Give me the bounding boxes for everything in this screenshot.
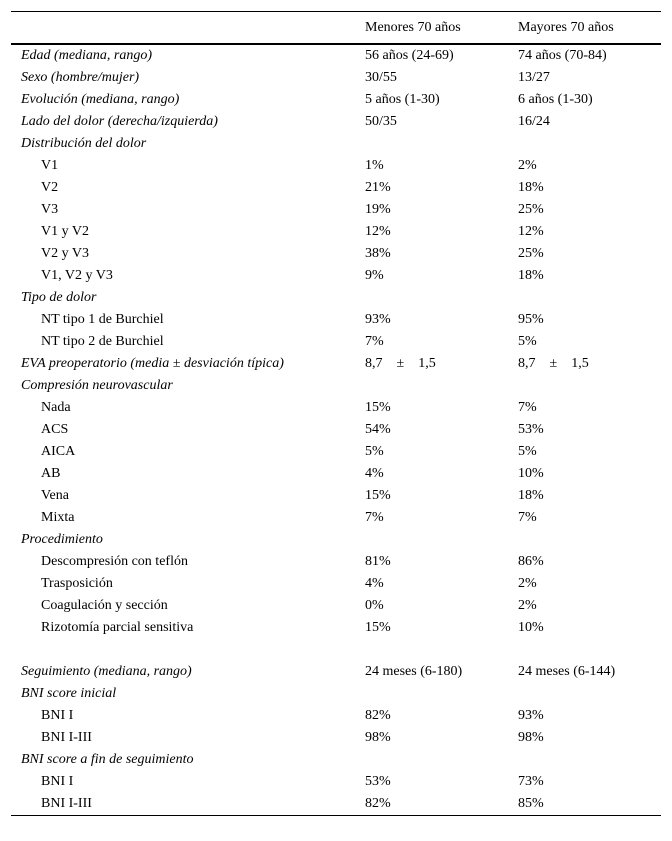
row-label: Trasposición: [41, 576, 113, 591]
table-row: [11, 89, 661, 111]
table-row: [11, 441, 661, 463]
header-col-menores: Menores 70 años: [365, 20, 461, 35]
table-row: [11, 771, 661, 793]
cell-menores: 54%: [365, 422, 391, 437]
cell-menores: 4%: [365, 576, 384, 591]
row-category-label: Compresión neurovascular: [21, 378, 173, 393]
row-label: BNI I: [41, 708, 74, 723]
eva-mean-value: 8,7: [365, 356, 383, 371]
comparison-table: [11, 11, 661, 816]
row-label: V1, V2 y V3: [41, 268, 113, 283]
cell-menores: 53%: [365, 774, 391, 789]
cell-mayores: 93%: [518, 708, 544, 723]
table-body: [11, 45, 661, 815]
table-row: [11, 353, 661, 375]
cell-menores: 81%: [365, 554, 391, 569]
table-row: [11, 573, 661, 595]
table-row: [11, 727, 661, 749]
row-label: V2: [41, 180, 59, 195]
cell-mayores: 7%: [518, 510, 537, 525]
eva-sd-value: 1,5: [571, 356, 589, 371]
cell-menores: 15%: [365, 620, 391, 635]
table-row: [11, 749, 661, 771]
table-row: [11, 309, 661, 331]
cell-menores: 56 años (24-69): [365, 48, 454, 63]
table-row: [11, 111, 661, 133]
row-label: BNI I-III: [41, 730, 92, 745]
row-label: NT tipo 2 de Burchiel: [41, 334, 164, 349]
table-row: [11, 155, 661, 177]
table-row: [11, 683, 661, 705]
cell-mayores: 98%: [518, 730, 544, 745]
table-row: [11, 331, 661, 353]
row-label: Descompresión con teflón: [41, 554, 188, 569]
row-label: BNI I-III: [41, 796, 92, 811]
table-row: [11, 243, 661, 265]
cell-menores: 5%: [365, 444, 384, 459]
cell-menores: 1%: [365, 158, 384, 173]
cell-menores: 5 años (1-30): [365, 92, 440, 107]
table-row: [11, 705, 661, 727]
cell-mayores: 74 años (70-84): [518, 48, 607, 63]
eva-sd-value: 1,5: [418, 356, 436, 371]
row-label: V2 y V3: [41, 246, 89, 261]
cell-mayores: 6 años (1-30): [518, 92, 593, 107]
plus-minus-sign: ±: [549, 356, 558, 371]
row-category-label: Procedimiento: [21, 532, 103, 547]
cell-mayores: 85%: [518, 796, 544, 811]
row-label: Mixta: [41, 510, 75, 525]
table-row: [11, 595, 661, 617]
cell-menores: 50/35: [365, 114, 397, 129]
cell-menores: 30/55: [365, 70, 397, 85]
table-row: [11, 287, 661, 309]
cell-mayores: 18%: [518, 268, 544, 283]
table-row: [11, 133, 661, 155]
cell-mayores: 5%: [518, 334, 537, 349]
table-row: [11, 419, 661, 441]
row-category-label: BNI score a fin de seguimiento: [21, 752, 194, 767]
row-category-label: EVA preoperatorio (media ± desviación típica): [21, 356, 284, 371]
cell-menores: 82%: [365, 796, 391, 811]
row-label: Vena: [41, 488, 69, 503]
row-category-label: Sexo (hombre/mujer): [21, 70, 140, 85]
cell-mayores: 12%: [518, 224, 544, 239]
row-label: BNI I: [41, 774, 74, 789]
cell-menores: 15%: [365, 400, 391, 415]
table-row: [11, 485, 661, 507]
row-label: V1: [41, 158, 59, 173]
plus-minus-sign: ±: [396, 356, 405, 371]
cell-mayores: 18%: [518, 180, 544, 195]
eva-mean-value: 8,7: [518, 356, 536, 371]
row-category-label: Edad (mediana, rango): [21, 48, 153, 63]
cell-mayores: 13/27: [518, 70, 550, 85]
cell-menores: 21%: [365, 180, 391, 195]
table-row: [11, 199, 661, 221]
cell-menores: 24 meses (6-180): [365, 664, 463, 679]
row-category-label: BNI score inicial: [21, 686, 117, 701]
cell-mayores: 10%: [518, 620, 544, 635]
cell-menores: 12%: [365, 224, 391, 239]
cell-menores: 98%: [365, 730, 391, 745]
table-row: [11, 397, 661, 419]
row-category-label: Lado del dolor (derecha/izquierda): [21, 114, 218, 129]
row-label: Nada: [41, 400, 71, 415]
table-row: [11, 67, 661, 89]
cell-mayores: 2%: [518, 576, 537, 591]
table-spacer-row: [11, 639, 661, 661]
row-label: NT tipo 1 de Burchiel: [41, 312, 164, 327]
table-row: [11, 45, 661, 67]
row-label: AICA: [41, 444, 76, 459]
cell-menores: 9%: [365, 268, 384, 283]
row-category-label: Seguimiento (mediana, rango): [21, 664, 192, 679]
row-category-label: Distribución del dolor: [21, 136, 147, 151]
table-row: [11, 177, 661, 199]
cell-mayores-eva: [518, 353, 589, 375]
table-row: [11, 661, 661, 683]
cell-mayores: 5%: [518, 444, 537, 459]
row-label: V1 y V2: [41, 224, 89, 239]
cell-menores: 4%: [365, 466, 384, 481]
cell-mayores: 86%: [518, 554, 544, 569]
table-row: [11, 551, 661, 573]
table-header-row: [11, 12, 661, 43]
cell-mayores: 73%: [518, 774, 544, 789]
row-label: AB: [41, 466, 61, 481]
cell-menores: 7%: [365, 334, 384, 349]
table-row: [11, 375, 661, 397]
cell-mayores: 2%: [518, 598, 537, 613]
cell-menores: 82%: [365, 708, 391, 723]
table-row: [11, 793, 661, 815]
table-row: [11, 265, 661, 287]
cell-mayores: 24 meses (6-144): [518, 664, 616, 679]
row-label: Coagulación y sección: [41, 598, 168, 613]
row-label: V3: [41, 202, 59, 217]
cell-mayores: 25%: [518, 246, 544, 261]
cell-menores: 7%: [365, 510, 384, 525]
row-label: Rizotomía parcial sensitiva: [41, 620, 194, 635]
table-row: [11, 221, 661, 243]
cell-mayores: 95%: [518, 312, 544, 327]
cell-mayores: 2%: [518, 158, 537, 173]
header-col-mayores: Mayores 70 años: [518, 20, 614, 35]
table-bottom-rule: [11, 815, 661, 816]
table-row: [11, 463, 661, 485]
cell-menores: 0%: [365, 598, 384, 613]
cell-mayores: 16/24: [518, 114, 550, 129]
cell-menores: 19%: [365, 202, 391, 217]
cell-menores-eva: [365, 353, 436, 375]
row-category-label: Evolución (mediana, rango): [21, 92, 180, 107]
cell-mayores: 53%: [518, 422, 544, 437]
table-row: [11, 507, 661, 529]
row-label: ACS: [41, 422, 69, 437]
row-category-label: Tipo de dolor: [21, 290, 97, 305]
cell-mayores: 25%: [518, 202, 544, 217]
cell-menores: 15%: [365, 488, 391, 503]
cell-menores: 93%: [365, 312, 391, 327]
cell-menores: 38%: [365, 246, 391, 261]
table-row: [11, 617, 661, 639]
cell-mayores: 7%: [518, 400, 537, 415]
cell-mayores: 10%: [518, 466, 544, 481]
cell-mayores: 18%: [518, 488, 544, 503]
table-row: [11, 529, 661, 551]
